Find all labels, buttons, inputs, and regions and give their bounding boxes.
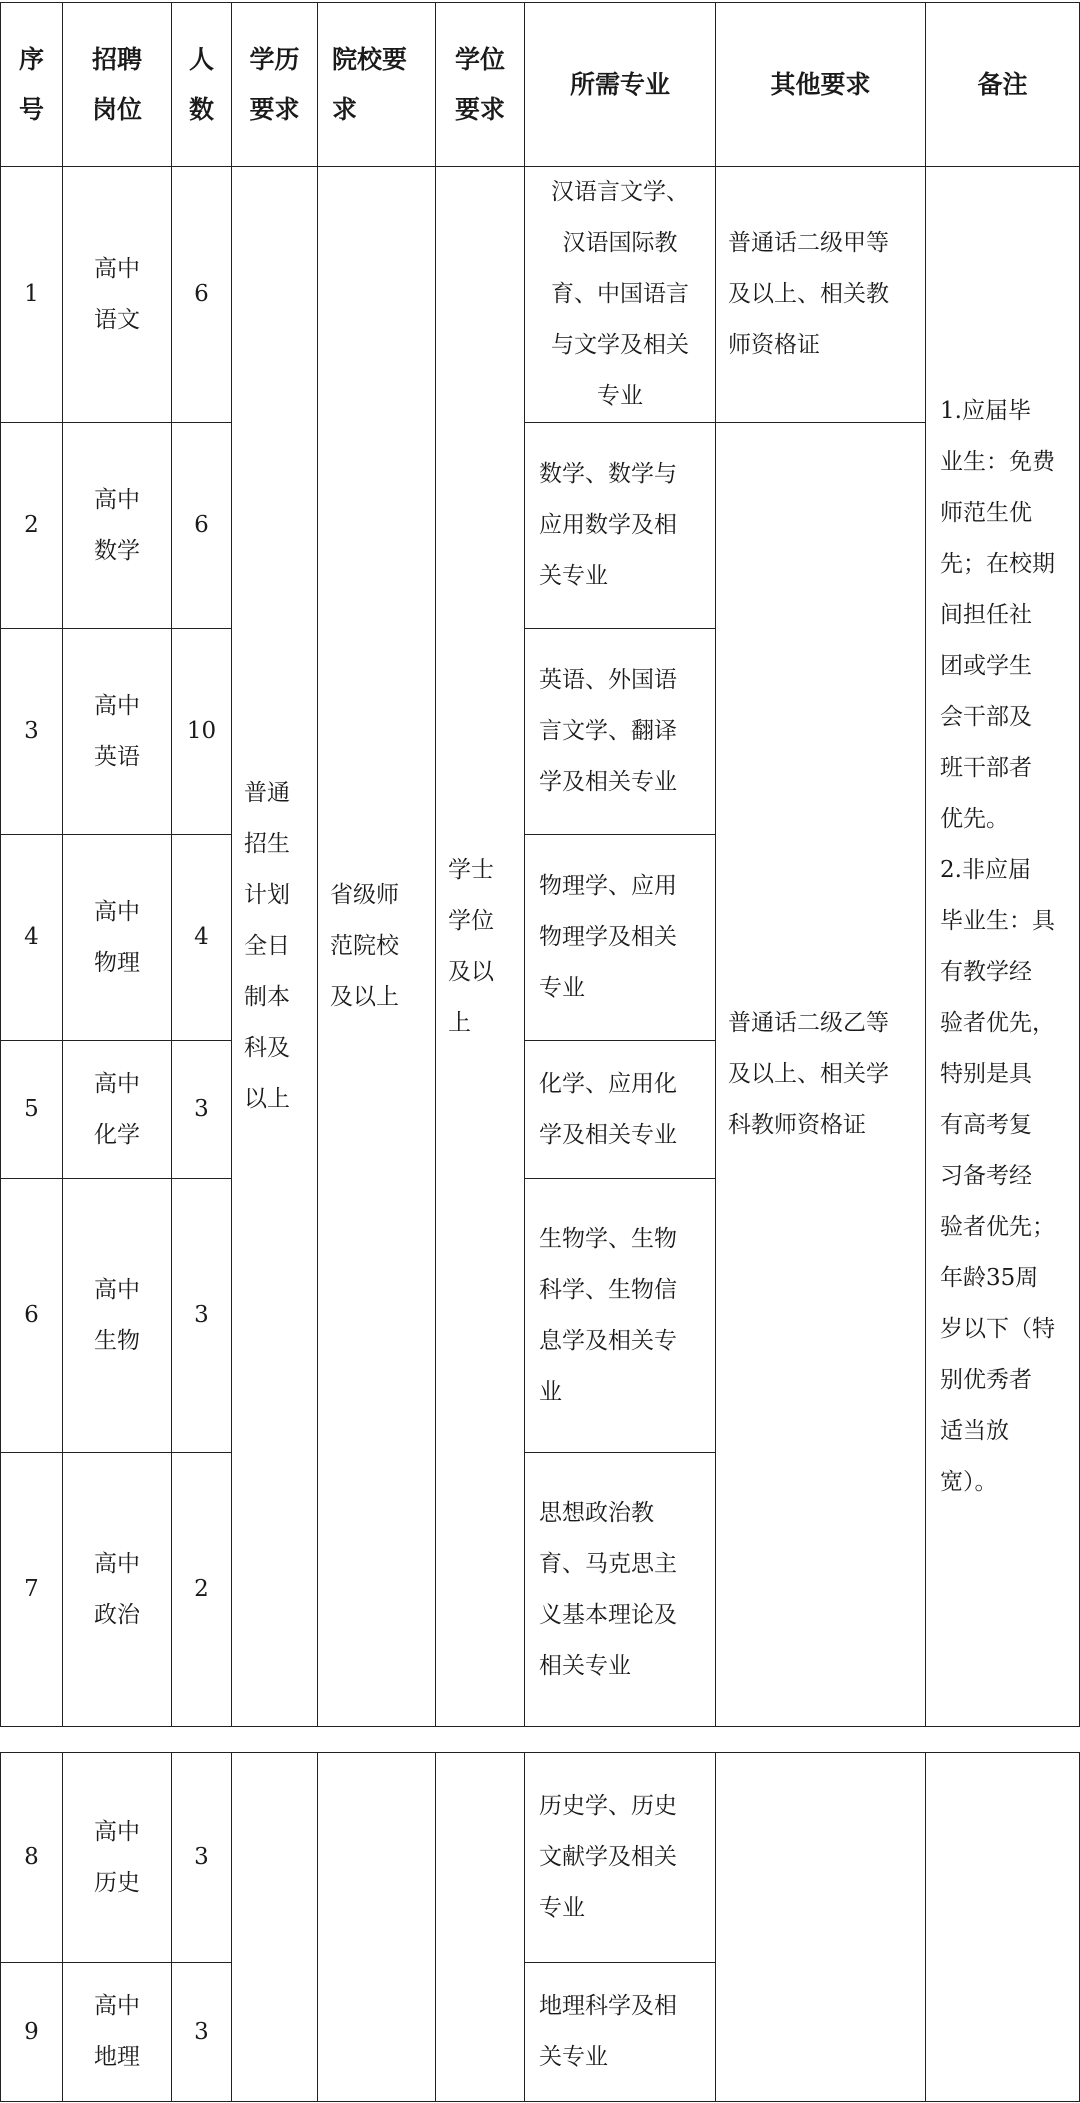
row-major: 历史学、历史 文献学及相关 专业	[525, 1753, 716, 1963]
row-major: 地理科学及相 关专业	[525, 1963, 716, 2102]
row-seq: 1	[1, 167, 63, 423]
header-seq: 序 号	[1, 3, 63, 167]
remark-note: 1.应届毕 业生：免费 师范生优 先；在校期 间担任社 团或学生 会干部及 班干部者 优先。 2.非应届 毕业生：具 有教学经 验者优先， 特别是具 有高考复 习备考经 验者优先； 年龄35周 岁以下（特 别优秀者 适当放 宽）。	[926, 167, 1080, 1727]
header-remark: 备注	[926, 3, 1080, 167]
row-post: 高中 化学	[63, 1041, 172, 1179]
table-row	[1, 1753, 1080, 1963]
row-seq: 5	[1, 1041, 63, 1179]
edu-requirement-empty	[232, 1753, 318, 2102]
row-count: 10	[172, 629, 232, 835]
other-requirement-empty	[716, 1753, 926, 2102]
header-post: 招聘 岗位	[63, 3, 172, 167]
header-row	[1, 3, 1080, 167]
degree-requirement: 学士 学位 及以 上	[436, 167, 525, 1727]
recruitment-table	[0, 2, 1080, 1727]
row-major: 生物学、生物 科学、生物信 息学及相关专 业	[525, 1179, 716, 1453]
school-requirement-empty	[318, 1753, 436, 2102]
row-count: 3	[172, 1041, 232, 1179]
table-row	[1, 167, 1080, 423]
row-post: 高中 语文	[63, 167, 172, 423]
row-seq: 9	[1, 1963, 63, 2102]
school-requirement: 省级师 范院校 及以上	[318, 167, 436, 1727]
row-post: 高中 地理	[63, 1963, 172, 2102]
row-post: 高中 数学	[63, 423, 172, 629]
row-count: 6	[172, 423, 232, 629]
row-count: 3	[172, 1963, 232, 2102]
degree-requirement-empty	[436, 1753, 525, 2102]
other-requirement-b: 普通话二级乙等 及以上、相关学 科教师资格证	[716, 423, 926, 1727]
row-seq: 2	[1, 423, 63, 629]
row-seq: 6	[1, 1179, 63, 1453]
row-post: 高中 英语	[63, 629, 172, 835]
row-major: 英语、外国语 言文学、翻译 学及相关专业	[525, 629, 716, 835]
header-degree: 学位 要求	[436, 3, 525, 167]
header-school: 院校要 求	[318, 3, 436, 167]
row-count: 2	[172, 1453, 232, 1727]
row-count: 3	[172, 1753, 232, 1963]
row-post: 高中 生物	[63, 1179, 172, 1453]
row-post: 高中 历史	[63, 1753, 172, 1963]
row-seq: 4	[1, 835, 63, 1041]
row-count: 4	[172, 835, 232, 1041]
header-major: 所需专业	[525, 3, 716, 167]
edu-requirement: 普通 招生 计划 全日 制本 科及 以上	[232, 167, 318, 1727]
row-major: 数学、数学与 应用数学及相 关专业	[525, 423, 716, 629]
row-post: 高中 物理	[63, 835, 172, 1041]
row-major: 汉语言文学、 汉语国际教 育、中国语言 与文学及相关 专业	[525, 167, 716, 423]
row-major: 思想政治教 育、马克思主 义基本理论及 相关专业	[525, 1453, 716, 1727]
row-count: 6	[172, 167, 232, 423]
row-seq: 7	[1, 1453, 63, 1727]
remark-empty	[926, 1753, 1080, 2102]
row-seq: 8	[1, 1753, 63, 1963]
row-major: 物理学、应用 物理学及相关 专业	[525, 835, 716, 1041]
row-major: 化学、应用化 学及相关专业	[525, 1041, 716, 1179]
table-row	[1, 423, 1080, 629]
recruitment-table-continued	[0, 1752, 1080, 2102]
row-post: 高中 政治	[63, 1453, 172, 1727]
header-other: 其他要求	[716, 3, 926, 167]
row-seq: 3	[1, 629, 63, 835]
header-count: 人 数	[172, 3, 232, 167]
header-edu: 学历 要求	[232, 3, 318, 167]
row-count: 3	[172, 1179, 232, 1453]
other-requirement-a: 普通话二级甲等 及以上、相关教 师资格证	[716, 167, 926, 423]
